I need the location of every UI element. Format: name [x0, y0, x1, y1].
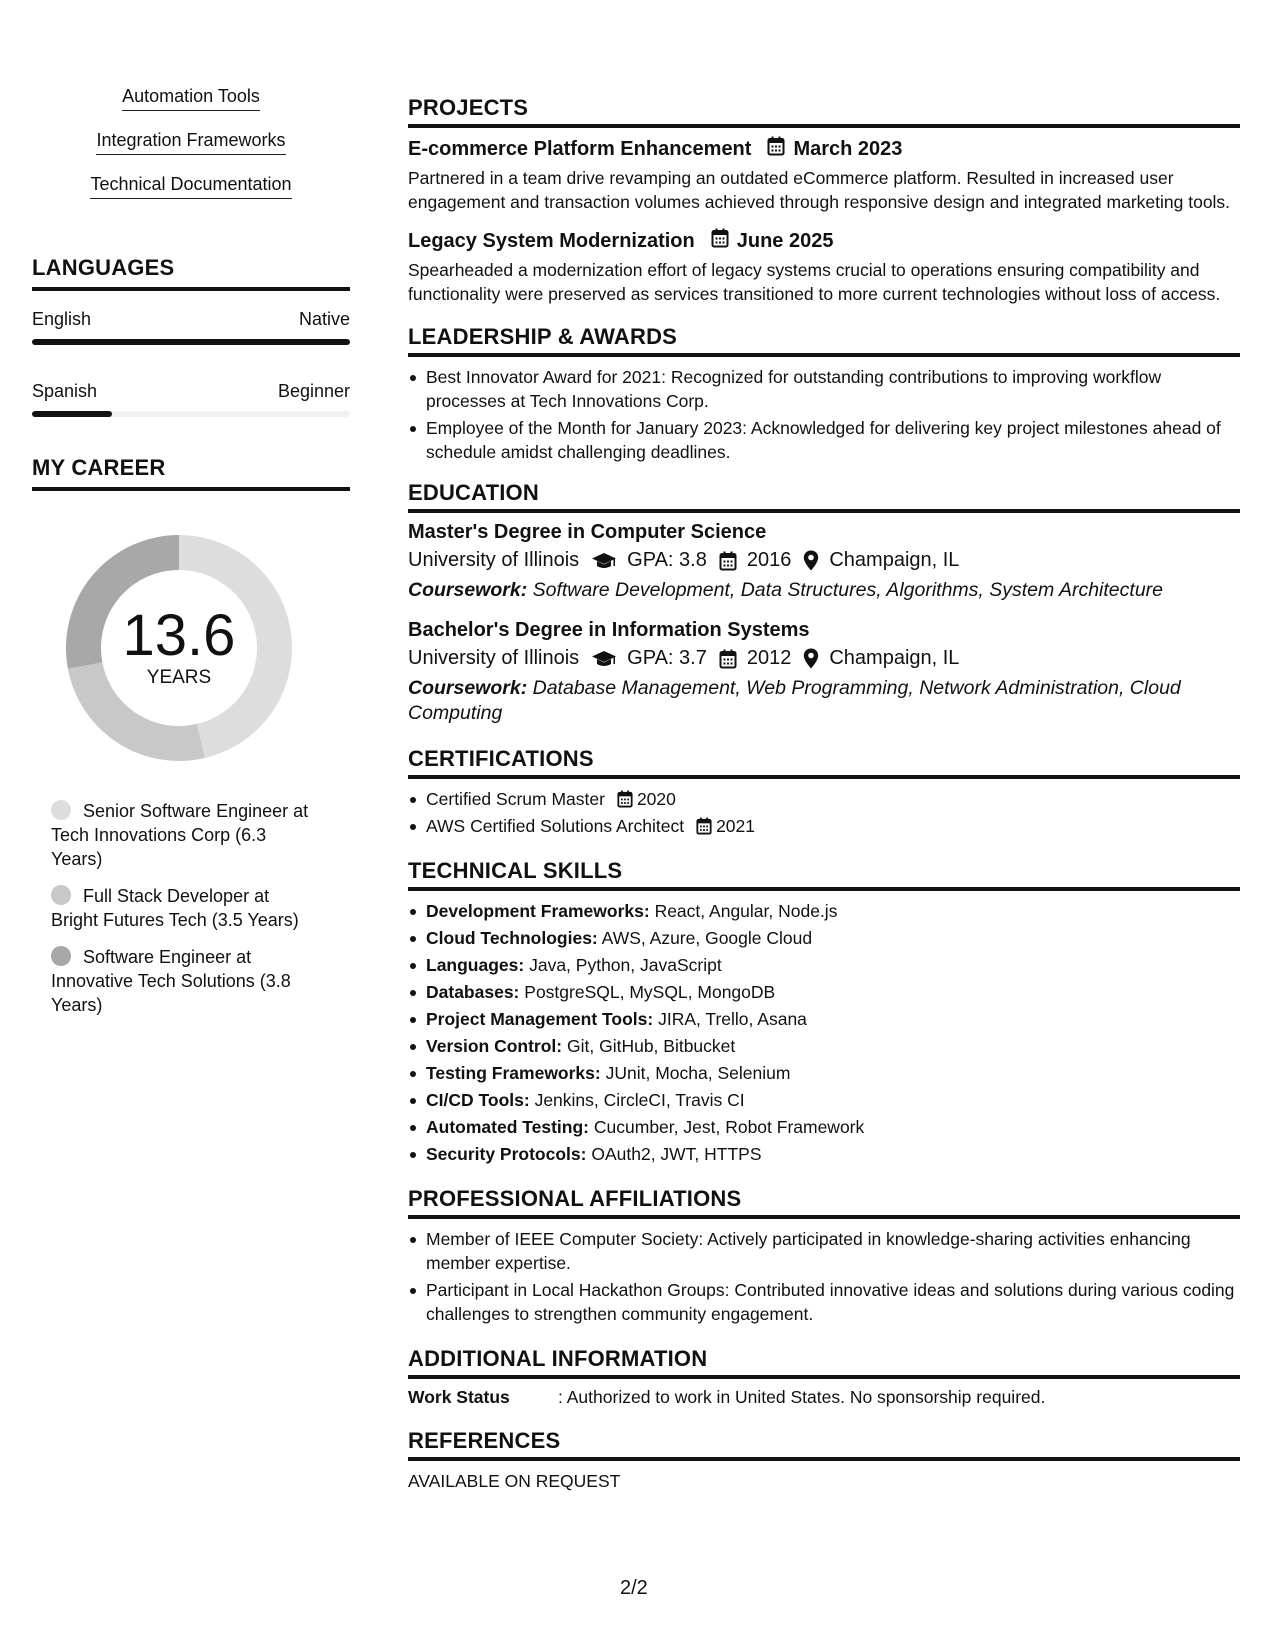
career-heading: MY CAREER	[32, 455, 350, 491]
list-item	[408, 814, 1240, 838]
career-section	[32, 455, 350, 1017]
coursework-list: Database Management, Web Programming, Network Administration, Cloud Computing	[408, 677, 1181, 724]
skill-label: Databases:	[426, 982, 520, 1002]
legend-label: Senior Software Engineer at Tech Innovations Corp (6.3 Years)	[51, 801, 309, 869]
skill-value: Git, GitHub, Bitbucket	[567, 1036, 736, 1056]
list-item	[408, 1142, 1240, 1166]
graduation-year: 2012	[746, 647, 792, 669]
graduation-year: 2016	[746, 549, 792, 571]
cert-name: Certified Scrum Master	[426, 789, 605, 809]
skill-link[interactable]: Integration Frameworks	[96, 130, 285, 155]
language-bar-fill	[32, 411, 112, 417]
coursework-label: Coursework:	[408, 677, 528, 699]
gpa: GPA: 3.7	[627, 647, 707, 669]
skill-label: Automated Testing:	[426, 1117, 590, 1137]
skill-label: Testing Frameworks:	[426, 1063, 601, 1083]
leadership-heading: LEADERSHIP & AWARDS	[408, 324, 1240, 357]
language-bar	[32, 411, 350, 417]
languages-heading: LANGUAGES	[32, 255, 350, 291]
languages-section	[32, 255, 350, 417]
degree-title: Bachelor's Degree in Information Systems	[408, 619, 810, 641]
education-heading: EDUCATION	[408, 480, 1240, 513]
calendar-icon	[711, 228, 729, 254]
gpa: GPA: 3.8	[627, 549, 707, 571]
legend-item	[51, 799, 321, 871]
skill-value: React, Angular, Node.js	[654, 901, 838, 921]
project-date: March 2023	[793, 137, 903, 160]
calendar-icon	[696, 817, 712, 835]
skill-label: Languages:	[426, 955, 525, 975]
leadership-list	[408, 365, 1240, 464]
school-name: University of Illinois	[408, 549, 580, 571]
skill-label: Version Control:	[426, 1036, 563, 1056]
skill-label: Development Frameworks:	[426, 901, 650, 921]
certifications-heading: CERTIFICATIONS	[408, 746, 1240, 779]
project-title: E-commerce Platform Enhancement	[408, 137, 752, 160]
cert-name: AWS Certified Solutions Architect	[426, 816, 685, 836]
calendar-icon	[767, 136, 785, 162]
coursework	[408, 676, 1240, 726]
right-column	[408, 95, 1240, 1508]
skill-value: PostgreSQL, MySQL, MongoDB	[524, 982, 776, 1002]
language-name: Spanish	[32, 381, 98, 401]
coursework-list: Software Development, Data Structures, Algorithms, System Architecture	[532, 579, 1164, 601]
left-column	[32, 86, 350, 1030]
education-section	[408, 480, 1240, 726]
location-pin-icon	[803, 550, 819, 571]
career-unit: YEARS	[146, 667, 212, 688]
skill-label: Cloud Technologies:	[426, 928, 598, 948]
location-pin-icon	[803, 648, 819, 669]
coursework-label: Coursework:	[408, 579, 528, 601]
technical-skills-section	[408, 858, 1240, 1166]
list-item	[408, 926, 1240, 950]
legend-dot	[51, 946, 71, 966]
school-location: Champaign, IL	[829, 647, 960, 669]
list-item	[408, 787, 1240, 811]
project-title-row	[408, 228, 1240, 254]
list-item: Best Innovator Award for 2021: Recognized for outstanding contributions to improving workflow processes at Tech Innovations Corp.	[408, 365, 1240, 413]
legend-dot	[51, 800, 71, 820]
list-item	[408, 953, 1240, 977]
references-section	[408, 1428, 1240, 1492]
list-item	[408, 1115, 1240, 1139]
additional-info-section	[408, 1346, 1240, 1408]
skill-value: Jenkins, CircleCI, Travis CI	[534, 1090, 745, 1110]
technical-skills-list	[408, 899, 1240, 1166]
legend-item	[51, 884, 321, 932]
affiliations-list	[408, 1227, 1240, 1326]
projects-section	[408, 95, 1240, 306]
cert-year: 2020	[636, 789, 676, 809]
certifications-section	[408, 746, 1240, 838]
legend-dot	[51, 885, 71, 905]
list-item: Employee of the Month for January 2023: Acknowledged for delivering key project milestones ahead of schedule amidst challenging deadlines.	[408, 416, 1240, 464]
language-item	[32, 381, 350, 417]
skill-label: Project Management Tools:	[426, 1009, 654, 1029]
list-item	[408, 1034, 1240, 1058]
certifications-list	[408, 787, 1240, 838]
skill-value: Cucumber, Jest, Robot Framework	[593, 1117, 865, 1137]
career-legend	[51, 799, 321, 1017]
skill-link[interactable]: Automation Tools	[122, 86, 260, 111]
language-bar	[32, 339, 350, 345]
references-heading: REFERENCES	[408, 1428, 1240, 1461]
project-description: Spearheaded a modernization effort of legacy systems crucial to operations ensuring compatibility and functionality were preserved as services transitioned to more current technologies without loss of access.	[408, 260, 1221, 304]
legend-label: Software Engineer at Innovative Tech Solutions (3.8 Years)	[51, 947, 291, 1015]
list-item	[408, 899, 1240, 923]
list-item	[408, 1007, 1240, 1031]
legend-item	[51, 945, 321, 1017]
skill-value: AWS, Azure, Google Cloud	[601, 928, 813, 948]
calendar-icon	[617, 790, 633, 808]
list-item: Participant in Local Hackathon Groups: Contributed innovative ideas and solutions during various coding challenges to strengthen community engagement.	[408, 1278, 1240, 1326]
work-status-row	[408, 1387, 1240, 1408]
affiliations-heading: PROFESSIONAL AFFILIATIONS	[408, 1186, 1240, 1219]
education-meta	[408, 549, 1240, 572]
coursework	[408, 578, 1240, 603]
list-item	[408, 980, 1240, 1004]
skill-link[interactable]: Technical Documentation	[90, 174, 291, 199]
page-number: 2/2	[620, 1577, 648, 1599]
skill-label: Security Protocols:	[426, 1144, 587, 1164]
list-item	[408, 1088, 1240, 1112]
affiliations-section	[408, 1186, 1240, 1326]
project-description: Partnered in a team drive revamping an outdated eCommerce platform. Resulted in increased user engagement and transaction volumes achieved through responsive design and integrated marketing tools.	[408, 168, 1231, 212]
skill-value: JUnit, Mocha, Selenium	[605, 1063, 791, 1083]
language-level: Native	[298, 309, 350, 329]
references-text: AVAILABLE ON REQUEST	[408, 1471, 621, 1491]
language-bar-fill	[32, 339, 350, 345]
language-name: English	[32, 309, 92, 329]
skill-links	[32, 86, 350, 218]
skill-value: OAuth2, JWT, HTTPS	[591, 1144, 762, 1164]
projects-heading: PROJECTS	[408, 95, 1240, 128]
school-location: Champaign, IL	[829, 549, 960, 571]
graduation-cap-icon	[591, 649, 617, 669]
work-status-label: Work Status	[408, 1387, 510, 1407]
additional-info-heading: ADDITIONAL INFORMATION	[408, 1346, 1240, 1379]
cert-year: 2021	[716, 816, 756, 836]
language-level: Beginner	[277, 381, 350, 401]
project-title: Legacy System Modernization	[408, 229, 695, 252]
school-name: University of Illinois	[408, 647, 580, 669]
career-donut-chart	[64, 533, 294, 763]
list-item: Member of IEEE Computer Society: Actively participated in knowledge-sharing activities enhancing member expertise.	[408, 1227, 1240, 1275]
calendar-icon	[719, 649, 737, 669]
skill-label: CI/CD Tools:	[426, 1090, 530, 1110]
calendar-icon	[719, 551, 737, 571]
project-date: June 2025	[736, 229, 834, 252]
career-total: 13.6	[122, 603, 236, 668]
work-status-value: : Authorized to work in United States. No sponsorship required.	[558, 1387, 1046, 1407]
legend-label: Full Stack Developer at Bright Futures Tech (3.5 Years)	[51, 886, 299, 930]
technical-skills-heading: TECHNICAL SKILLS	[408, 858, 1240, 891]
education-meta	[408, 647, 1240, 670]
list-item	[408, 1061, 1240, 1085]
graduation-cap-icon	[591, 551, 617, 571]
leadership-section	[408, 324, 1240, 464]
degree-title: Master's Degree in Computer Science	[408, 521, 767, 543]
skill-value: JIRA, Trello, Asana	[658, 1009, 807, 1029]
skill-value: Java, Python, JavaScript	[529, 955, 722, 975]
project-title-row	[408, 136, 1240, 162]
language-item	[32, 309, 350, 345]
